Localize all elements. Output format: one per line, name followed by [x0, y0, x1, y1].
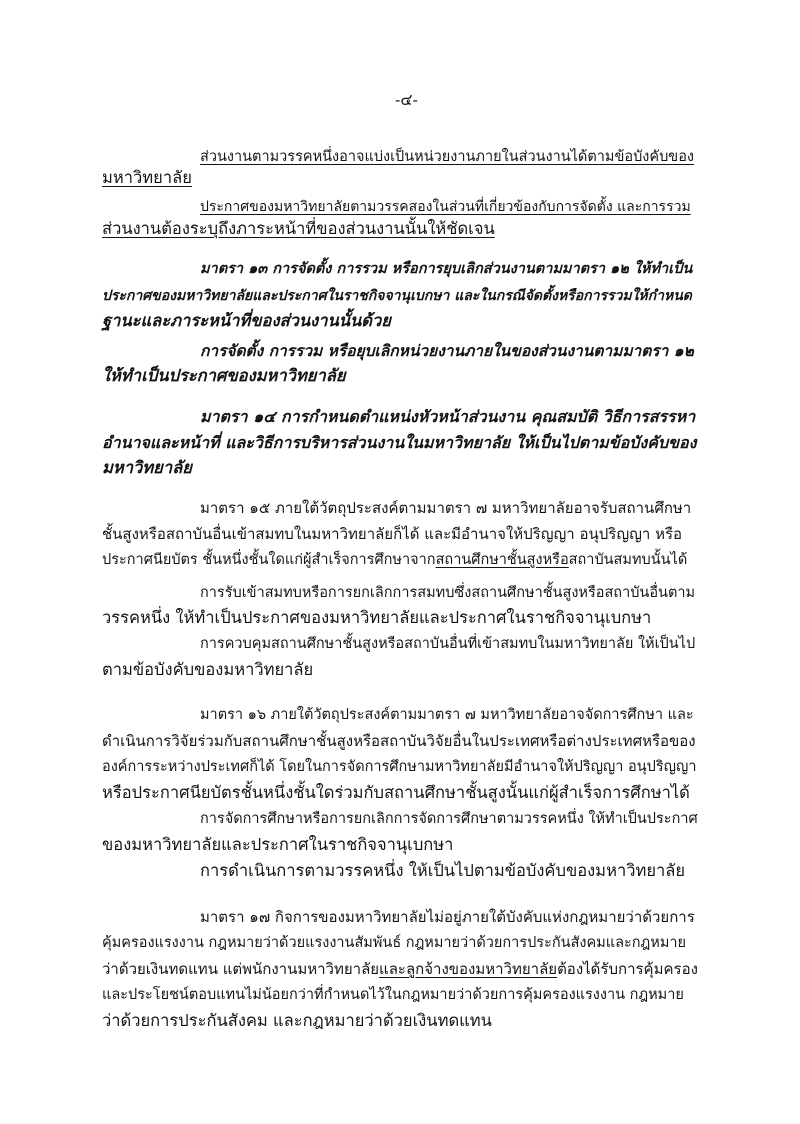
text-run: วรรคหนึ่ง ให้ทำเป็นประกาศของมหาวิทยาลัยและประกาศในราชกิจจานุเบกษา	[102, 608, 652, 627]
paragraph-line	[200, 808, 698, 830]
text-run: การควบคุมสถานศึกษาชั้นสูงหรือสถาบันอื่นที่เข้าสมทบในมหาวิทยาลัย ให้เป็นไป	[200, 636, 696, 652]
paragraph-line	[102, 218, 495, 240]
underlined-text-run: และลูกจ้างของมหาวิทยาลัย	[379, 960, 558, 978]
text-run: ของมหาวิทยาลัยและประกาศในราชกิจจานุเบกษา	[102, 835, 454, 854]
paragraph-line	[102, 730, 696, 752]
text-run: การดำเนินการตามวรรคหนึ่ง ให้เป็นไปตามข้อบังคับของมหาวิทยาลัย	[200, 861, 686, 880]
text-run: ส่วนงานตามวรรคหนึ่งอาจแบ่งเป็นหน่วยงานภายในส่วนงานได้ตามข้อบังคับของ	[200, 149, 694, 165]
text-run: ให้ทำเป็นประกาศของมหาวิทยาลัย	[102, 366, 346, 385]
text-run: ประกาศนียบัตร ชั้นหนึ่งชั้นใดแก่ผู้สำเร็จการศึกษาจาก	[102, 552, 436, 568]
paragraph-line	[200, 196, 691, 218]
text-run: มาตรา ๑๖ ภายใต้วัตถุประสงค์ตามมาตรา ๗ มหาวิทยาลัยอาจจัดการศึกษา และ	[200, 707, 694, 723]
paragraph-line	[102, 607, 651, 629]
text-run: ว่าด้วยการประกันสังคม และกฎหมายว่าด้วยเงินทดแทน	[102, 1011, 492, 1030]
paragraph-line	[200, 340, 694, 362]
paragraph-line	[200, 582, 695, 604]
text-run: มหาวิทยาลัย	[102, 168, 192, 187]
text-run: มาตรา ๑๔ การกำหนดตำแหน่งหัวหน้าส่วนงาน คุณสมบัติ วิธีการสรรหา	[200, 407, 696, 426]
text-run: การจัดตั้ง การรวม หรือยุบเลิกหน่วยงานภายในของส่วนงานตามมาตรา ๑๒	[200, 341, 694, 360]
paragraph-line	[102, 310, 391, 332]
section-heading-line	[200, 258, 692, 280]
text-run: คุ้มครองแรงงาน กฎหมายว่าด้วยแรงงานสัมพันธ์ กฎหมายว่าด้วยการประกันสังคมและกฎหมาย	[102, 935, 687, 951]
paragraph-line	[102, 457, 192, 479]
text-run: ชั้นสูงหรือสถาบันอื่นเข้าสมทบในมหาวิทยาลัยก็ได้ และมีอำนาจให้ปริญญา อนุปริญญา หรือ	[102, 525, 683, 543]
paragraph-line	[102, 365, 346, 387]
text-run: และประโยชน์ตอบแทนไม่น้อยกว่าที่กำหนดไว้ในกฎหมายว่าด้วยการคุ้มครองแรงงาน กฎหมาย	[102, 987, 684, 1003]
text-run: การจัดการศึกษาหรือการยกเลิกการจัดการศึกษาตามวรรคหนึ่ง ให้ทำเป็นประกาศ	[200, 811, 698, 827]
text-run: อำนาจและหน้าที่ และวิธีการบริหารส่วนงานในมหาวิทยาลัย ให้เป็นไปตามข้อบังคับของ	[102, 433, 697, 452]
paragraph-line	[102, 932, 686, 954]
paragraph-line	[200, 860, 685, 882]
paragraph-line	[102, 549, 687, 571]
paragraph-line	[102, 285, 692, 307]
paragraph-line	[200, 146, 694, 168]
text-run: ฐานะและภาระหน้าที่ของส่วนงานนั้นด้วย	[102, 311, 391, 330]
text-run: ส่วนงานต้องระบุถึงภาระหน้าที่ของส่วนงานนั้นให้ชัดเจน	[102, 219, 495, 238]
text-run: ดำเนินการวิจัยร่วมกับสถานศึกษาชั้นสูงหรือสถาบันวิจัยอื่นในประเทศหรือต่างประเทศหรือของ	[102, 732, 696, 750]
paragraph-line	[102, 984, 684, 1006]
paragraph-line	[200, 633, 695, 655]
text-run: ว่าด้วยเงินทดแทน แต่พนักงานมหาวิทยาลัย	[102, 960, 380, 978]
paragraph-line	[102, 1010, 492, 1032]
text-run: มหาวิทยาลัย	[102, 458, 192, 477]
section-heading-line	[200, 906, 695, 928]
paragraph-line	[102, 958, 698, 980]
section-heading-line	[200, 406, 695, 428]
section-heading-line	[200, 497, 691, 519]
text-run: ประกาศของมหาวิทยาลัยและประกาศในราชกิจจานุเบกษา และในกรณีจัดตั้งหรือการรวมให้กำหนด	[102, 288, 692, 304]
page-number: -๔-	[395, 90, 418, 109]
text-run: องค์การระหว่างประเทศก็ได้ โดยในการจัดการศึกษามหาวิทยาลัยมีอำนาจให้ปริญญา อนุปริญญา	[102, 759, 697, 775]
underlined-text-run: สถานศึกษาชั้นสูงหรือ	[435, 552, 569, 568]
paragraph-line	[102, 167, 192, 189]
text-run: มาตรา ๑๗ กิจการของมหาวิทยาลัยไม่อยู่ภายใต้บังคับแห่งกฎหมายว่าด้วยการ	[200, 908, 695, 926]
paragraph-line	[102, 523, 682, 545]
paragraph-line	[102, 756, 697, 778]
paragraph-line	[102, 834, 453, 856]
text-run: หรือประกาศนียบัตรชั้นหนึ่งชั้นใดร่วมกับสถานศึกษาชั้นสูงนั้นแก่ผู้สำเร็จการศึกษาได้	[102, 783, 690, 802]
text-run: สถาบันสมทบนั้นได้	[568, 552, 688, 568]
text-run: การรับเข้าสมทบหรือการยกเลิกการสมทบซึ่งสถานศึกษาชั้นสูงหรือสถาบันอื่นตาม	[200, 585, 696, 601]
paragraph-line	[102, 659, 313, 681]
text-run: มาตรา ๑๕ ภายใต้วัตถุประสงค์ตามมาตรา ๗ มหาวิทยาลัยอาจรับสถานศึกษา	[200, 499, 692, 517]
section-heading-line	[200, 704, 694, 726]
paragraph-line	[102, 432, 696, 454]
paragraph-line	[102, 782, 690, 804]
text-run: ตามข้อบังคับของมหาวิทยาลัย	[102, 660, 314, 679]
text-run: มาตรา ๑๓ การจัดตั้ง การรวม หรือการยุบเลิกส่วนงานตามมาตรา ๑๒ ให้ทำเป็น	[200, 260, 693, 277]
text-run: ประกาศของมหาวิทยาลัยตามวรรคสองในส่วนที่เกี่ยวข้องกับการจัดตั้ง และการรวม	[200, 199, 691, 215]
text-run: ต้องได้รับการคุ้มครอง	[557, 960, 698, 978]
